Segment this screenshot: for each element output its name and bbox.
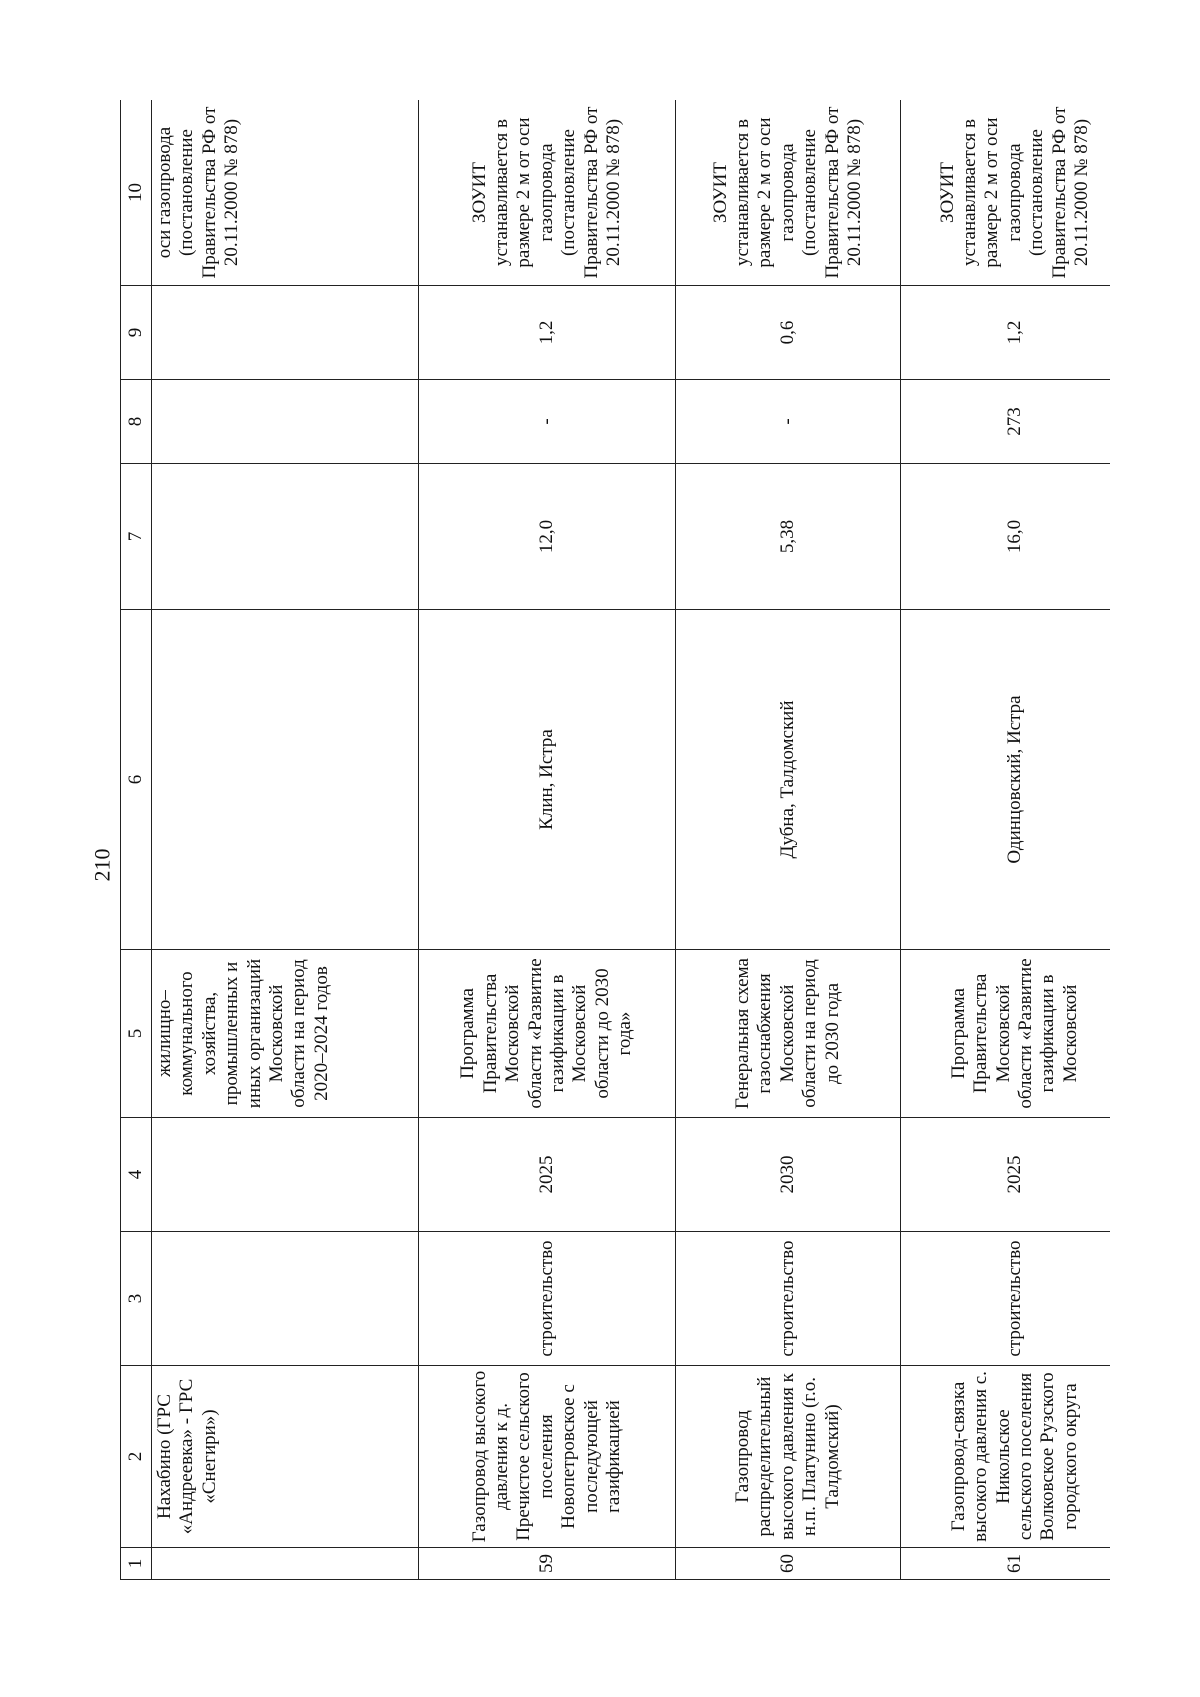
year-cell: 2025 [419,1118,676,1232]
basis-document-cell: Генеральная схема газоснабжения Московской области на период до 2030 года [676,950,901,1118]
object-name-cell: Газопровод распределительный высокого давления к н.п. Платунино (г.о. Талдомский) [676,1366,901,1548]
object-name-cell: Газопровод-связка высокого давления с. Никольское сельского поселения Волковское Рузского городского округа [901,1366,1111,1548]
district-cell: Клин, Истра [419,610,676,950]
column-header: 8 [121,380,152,464]
page-number: 210 [89,848,114,882]
table-viewport [120,100,1110,1580]
district-cell: Дубна, Талдомский [676,610,901,950]
pressure-cell: 1,2 [419,286,676,380]
basis-document-cell: жилищно–коммунального хозяйства, промышленных и иных организаций Московской области на период 2020–2024 годов [152,950,419,1118]
diameter-cell: 273 [901,380,1111,464]
column-header: 9 [121,286,152,380]
zone-cell: оси газопровода (постановление Правительства РФ от 20.11.2000 № 878) [152,100,419,286]
rotated-table-container [120,100,1110,1580]
diameter-cell: - [676,380,901,464]
pressure-cell [152,286,419,380]
column-header: 7 [121,464,152,610]
work-type-cell: строительство [419,1232,676,1366]
column-header: 5 [121,950,152,1118]
table-row [901,100,1111,1580]
year-cell [152,1118,419,1232]
table-row [419,100,676,1580]
row-number-cell: 61 [901,1548,1111,1580]
column-header: 3 [121,1232,152,1366]
object-name-cell: Газопровод высокого давления к д. Пречистое сельского поселения Новопетровское с последующей газификацией [419,1366,676,1548]
length-cell: 5,38 [676,464,901,610]
zone-cell: ЗОУИТ устанавливается в размере 2 м от оси газопровода (постановление Правительства РФ от 20.11.2000 № 878) [419,100,676,286]
column-header: 1 [121,1548,152,1580]
column-header: 2 [121,1366,152,1548]
gas-pipeline-table [120,100,1110,1580]
column-header: 6 [121,610,152,950]
district-cell [152,610,419,950]
pressure-cell: 0,6 [676,286,901,380]
object-name-cell: Нахабино (ГРС «Андреевка» - ГРС «Снегири») [152,1366,419,1548]
length-cell: 12,0 [419,464,676,610]
row-number-cell [152,1548,419,1580]
table-row [152,100,419,1580]
column-header: 4 [121,1118,152,1232]
column-header: 10 [121,100,152,286]
diameter-cell: - [419,380,676,464]
column-number-row [121,100,152,1580]
row-number-cell: 60 [676,1548,901,1580]
work-type-cell: строительство [676,1232,901,1366]
work-type-cell [152,1232,419,1366]
year-cell: 2025 [901,1118,1111,1232]
district-cell: Одинцовский, Истра [901,610,1111,950]
diameter-cell [152,380,419,464]
year-cell: 2030 [676,1118,901,1232]
length-cell [152,464,419,610]
zone-cell: ЗОУИТ устанавливается в размере 2 м от оси газопровода (постановление Правительства РФ от 20.11.2000 № 878) [676,100,901,286]
row-number-cell: 59 [419,1548,676,1580]
basis-document-cell: Программа Правительства Московской области «Развитие газификации в Московской [901,950,1111,1118]
zone-cell: ЗОУИТ устанавливается в размере 2 м от оси газопровода (постановление Правительства РФ от 20.11.2000 № 878) [901,100,1111,286]
pressure-cell: 1,2 [901,286,1111,380]
table-row [676,100,901,1580]
basis-document-cell: Программа Правительства Московской области «Развитие газификации в Московской области до 2030 года» [419,950,676,1118]
work-type-cell: строительство [901,1232,1111,1366]
length-cell: 16,0 [901,464,1111,610]
